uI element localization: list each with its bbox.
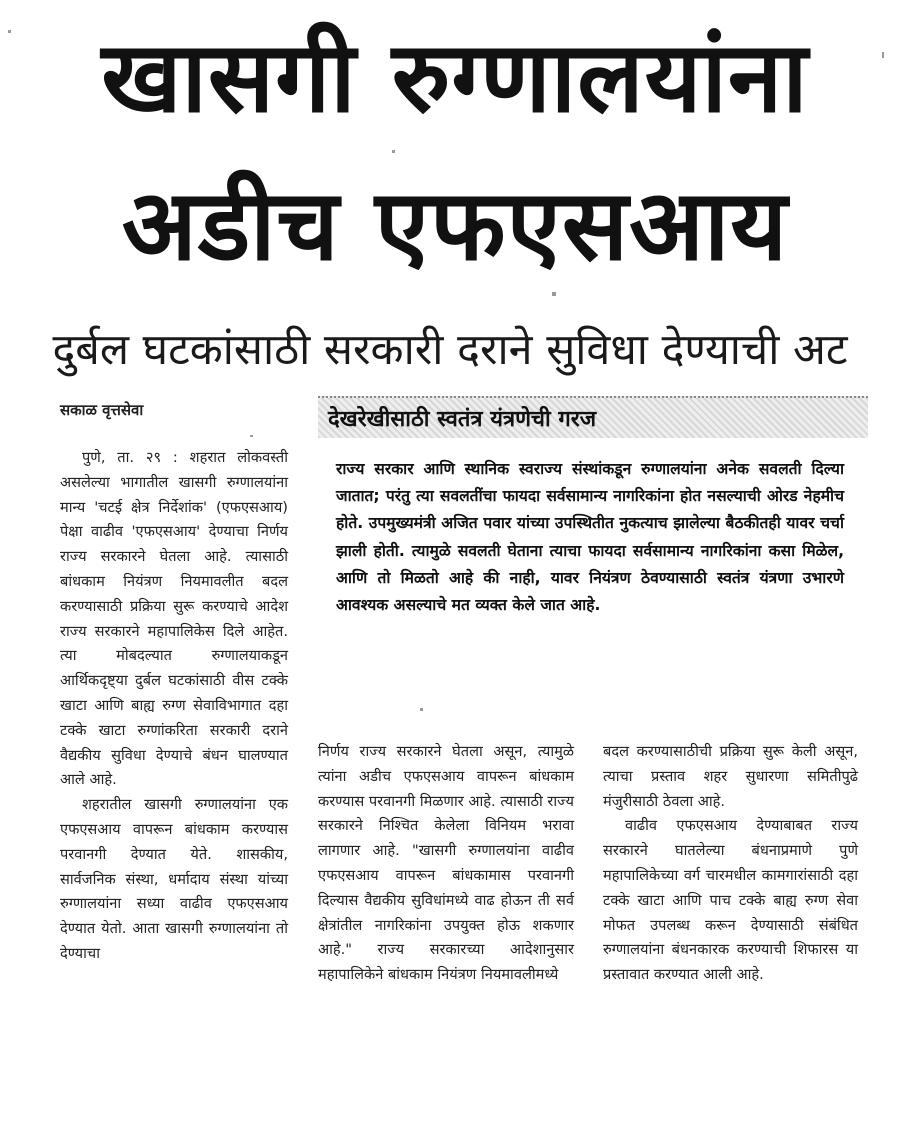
scan-noise bbox=[552, 292, 556, 296]
sidebar-box-heading: देखरेखीसाठी स्वतंत्र यंत्रणेची गरज bbox=[328, 407, 597, 432]
article-column-3 bbox=[603, 740, 858, 988]
article-column-2 bbox=[318, 740, 574, 988]
sidebar-box-heading-band bbox=[318, 396, 868, 438]
sidebar-box-paragraph: राज्य सरकार आणि स्थानिक स्वराज्य संस्थांकडून रुग्णालयांना अनेक सवलती दिल्या जातात; परंतु त्या सवलतींचा फायदा सर्वसामान्य नागरिकांना होत नसल्याची ओरड नेहमीच होते. उपमुख्यमंत्री अजित पवार यांच्या उपस्थितीत नुकत्याच झालेल्या बैठकीतही यावर चर्चा झाली होती. त्यामुळे सवलती घेताना त्याचा फायदा सर्वसामान्य नागरिकांना कसा मिळेल, आणि तो मिळतो आहे की नाही, यावर नियंत्रण ठेवण्यासाठी स्वतंत्र यंत्रणा उभारणे आवश्यक असल्याचे मत व्यक्त केले जात आहे. bbox=[336, 460, 844, 615]
scan-noise bbox=[250, 435, 253, 437]
column-paragraph: बदल करण्यासाठीची प्रक्रिया सुरू केली असून, त्याचा प्रस्ताव शहर सुधारणा समितीपुढे मंजुरीसाठी ठेवला आहे. bbox=[603, 743, 858, 810]
subtitle: दुर्बल घटकांसाठी सरकारी दराने सुविधा देण्याची अट bbox=[52, 325, 848, 375]
byline: सकाळ वृत्तसेवा bbox=[60, 401, 144, 419]
scan-noise bbox=[392, 150, 395, 153]
column-paragraph: शहरातील खासगी रुग्णालयांना एक एफएसआय वापरून बांधकाम करण्यास परवानगी देण्यात येते. शासकीय, सार्वजनिक संस्था, धर्मादाय संस्था यांच्या रुग्णालयांना सध्या वाढीव एफएसआय देण्यात येतो. आता खासगी रुग्णालयांना तो देण्याचा bbox=[60, 796, 288, 962]
scan-noise bbox=[420, 708, 423, 711]
article-column-1 bbox=[60, 446, 288, 967]
column-paragraph: पुणे, ता. २९ : शहरात लोकवस्ती असलेल्या भागातील खासगी रुग्णालयांना मान्य 'चटई क्षेत्र निर्देशांक' (एफएसआय) पेक्षा वाढीव 'एफएसआय' देण्याचा निर्णय राज्य सरकारने घेतला आहे. त्यासाठी बांधकाम नियंत्रण नियमावलीत बदल करण्यासाठी प्रक्रिया सुरू करण्याचे आदेश राज्य सरकारने महापालिकेस दिले आहेत. त्या मोबदल्यात रुग्णालयाकडून आर्थिकदृष्ट्या दुर्बल घटकांसाठी वीस टक्के खाटा आणि बाह्य रुग्ण सेवाविभागात दहा टक्के खाटा रुग्णांकरिता सरकारी दराने वैद्यकीय सुविधा देण्याचे बंधन घालण्यात आले आहे. bbox=[60, 449, 288, 789]
column-paragraph: वाढीव एफएसआय देण्याबाबत राज्य सरकारने घातलेल्या बंधनाप्रमाणे पुणे महापालिकेच्या वर्ग चारमधील कामगारांसाठी दहा टक्के खाटा आणि पाच टक्के बाह्य रुग्ण सेवा मोफत उपलब्ध करून देण्यासाठी संबंधित रुग्णालयांना बंधनकारक करण्याची शिफारस या प्रस्तावात करण्यात आली आहे. bbox=[603, 817, 858, 984]
scan-noise bbox=[8, 30, 11, 33]
headline-line1: खासगी रुग्णालयांना bbox=[101, 21, 809, 135]
sidebar-box-body bbox=[336, 456, 844, 619]
headline-line2: अडीच एफएसआय bbox=[121, 169, 789, 283]
column-paragraph: निर्णय राज्य सरकारने घेतला असून, त्यामुळे त्यांना अडीच एफएसआय वापरून बांधकाम करण्यास परवानगी मिळणार आहे. त्यासाठी राज्य सरकारने निश्चित केलेला विनियम भरावा लागणार आहे. "खासगी रुग्णालयांना वाढीव एफएसआय वापरून बांधकामास परवानगी दिल्यास वैद्यकीय सुविधांमध्ये वाढ होऊन ती सर्व क्षेत्रांतील नागरिकांना उपयुक्त होऊ शकणार आहे." राज्य सरकारच्या आदेशानुसार महापालिकेने बांधकाम नियंत्रण नियमावलीमध्ये bbox=[318, 743, 574, 984]
scan-noise bbox=[882, 52, 884, 58]
